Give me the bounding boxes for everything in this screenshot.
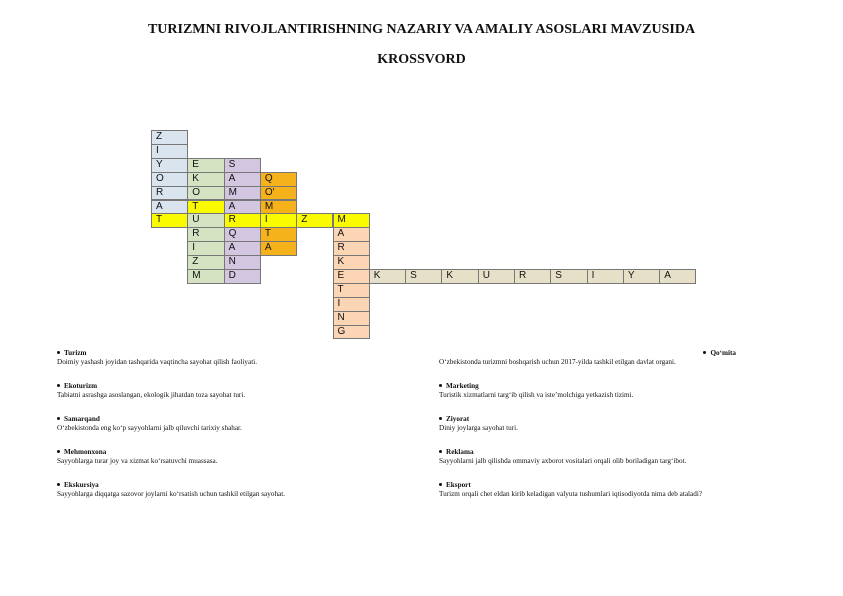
cell-ekskursiya: S: [550, 269, 587, 284]
cell-ekoturizm: I: [187, 241, 224, 256]
clue-term: Turizm: [57, 349, 437, 358]
cell-ekoturizm: K: [187, 172, 224, 187]
cell-marketing: K: [333, 255, 370, 270]
cell-marketing: A: [333, 227, 370, 242]
clue-reklama: [439, 448, 819, 466]
clue-term: Samarqand: [57, 415, 437, 424]
cell-marketing: R: [333, 241, 370, 256]
cell-samarqand: R: [224, 213, 261, 228]
clue-description: Doimiy yashash joyidan tashqarida vaqtincha sayohat qilish faoliyati.: [57, 358, 258, 366]
cell-qomita: A: [260, 241, 297, 256]
cell-ekskursiya: I: [587, 269, 624, 284]
cell-ekoturizm: E: [187, 158, 224, 173]
clue-eksport: [439, 481, 819, 499]
cell-turizm: M: [333, 213, 370, 228]
cell-ekoturizm: O: [187, 186, 224, 201]
cell-ziyorat: Z: [151, 130, 188, 145]
cell-ekoturizm: T: [187, 200, 224, 215]
cell-samarqand: N: [224, 255, 261, 270]
cell-ekskursiya: Y: [623, 269, 660, 284]
clue-description: Sayyohlarni jalb qilishda ommaviy axborot vositalari orqali olib boriladigan targ‘ibot.: [439, 457, 687, 465]
page-subtitle: KROSSVORD: [377, 52, 466, 67]
cell-marketing: N: [333, 311, 370, 326]
clue-term: Reklama: [439, 448, 819, 457]
clue-qomita: [356, 349, 736, 358]
cell-marketing: G: [333, 325, 370, 340]
cell-ekskursiya: R: [514, 269, 551, 284]
cell-ziyorat: Y: [151, 158, 188, 173]
cell-marketing: E: [333, 269, 370, 284]
cell-ekskursiya: A: [659, 269, 696, 284]
cell-ekskursiya: K: [369, 269, 406, 284]
cell-samarqand: Q: [224, 227, 261, 242]
cell-ekskursiya: K: [441, 269, 478, 284]
cell-samarqand: A: [224, 172, 261, 187]
clue-term: Eksport: [439, 481, 819, 490]
clue-term: Marketing: [439, 382, 819, 391]
cell-marketing: T: [333, 283, 370, 298]
cell-ziyorat: A: [151, 200, 188, 215]
clue-qomita-description: [439, 358, 819, 367]
clue-description: O‘zbekistonda eng ko‘p sayyohlarni jalb qiluvchi tarixiy shahar.: [57, 424, 242, 432]
cell-qomita: O': [260, 186, 297, 201]
cell-ziyorat: T: [151, 213, 188, 228]
clue-term: Mehmonxona: [57, 448, 437, 457]
cell-ekskursiya: U: [478, 269, 515, 284]
page-title: TURIZMNI RIVOJLANTIRISHNING NAZARIY VA AMALIY ASOSLARI MAVZUSIDA: [147, 22, 696, 37]
clue-ekskursiya: [57, 481, 437, 499]
cell-qomita: Q: [260, 172, 297, 187]
cell-ziyorat: R: [151, 186, 188, 201]
clue-term: Ziyorat: [439, 415, 819, 424]
clue-samarqand: [57, 415, 437, 433]
cell-ziyorat: O: [151, 172, 188, 187]
cell-marketing: I: [333, 297, 370, 312]
cell-qomita: I: [260, 213, 297, 228]
cell-samarqand: M: [224, 186, 261, 201]
cell-turizm: Z: [296, 213, 333, 228]
clue-term: Qo‘mita: [356, 349, 736, 358]
clue-description: Turistik xizmatlarni targ‘ib qilish va iste’molchiga yetkazish tizimi.: [439, 391, 634, 399]
cell-samarqand: A: [224, 200, 261, 215]
clue-description: Diniy joylarga sayohat turi.: [439, 424, 518, 432]
cell-samarqand: S: [224, 158, 261, 173]
cell-ekoturizm: Z: [187, 255, 224, 270]
cell-qomita: M: [260, 200, 297, 215]
clue-description: Turizm orqali chet eldan kirib keladigan valyuta tushumlari iqtisodiyotda nima deb ataladi?: [439, 490, 703, 498]
cell-ekoturizm: U: [187, 213, 224, 228]
cell-samarqand: A: [224, 241, 261, 256]
cell-ekoturizm: M: [187, 269, 224, 284]
cell-ziyorat: I: [151, 144, 188, 159]
clue-ziyorat: [439, 415, 819, 433]
clue-term: Ekoturizm: [57, 382, 437, 391]
clue-marketing: [439, 382, 819, 400]
clue-description: O‘zbekistonda turizmni boshqarish uchun 2017-yilda tashkil etilgan davlat organi.: [439, 358, 676, 366]
clue-description: Sayyohlarga diqqatga sazovor joylarni ko‘rsatish uchun tashkil etilgan sayohat.: [57, 490, 286, 498]
cell-ekskursiya: S: [405, 269, 442, 284]
cell-samarqand: D: [224, 269, 261, 284]
clue-term: Ekskursiya: [57, 481, 437, 490]
cell-ekoturizm: R: [187, 227, 224, 242]
clue-ekoturizm: [57, 382, 437, 400]
clue-description: Tabiatni asrashga asoslangan, ekologik jihatdan toza sayohat turi.: [57, 391, 246, 399]
cell-qomita: T: [260, 227, 297, 242]
clue-description: Sayyohlarga turar joy va xizmat ko‘rsatuvchi muassasa.: [57, 457, 218, 465]
clue-mehmonxona: [57, 448, 437, 466]
